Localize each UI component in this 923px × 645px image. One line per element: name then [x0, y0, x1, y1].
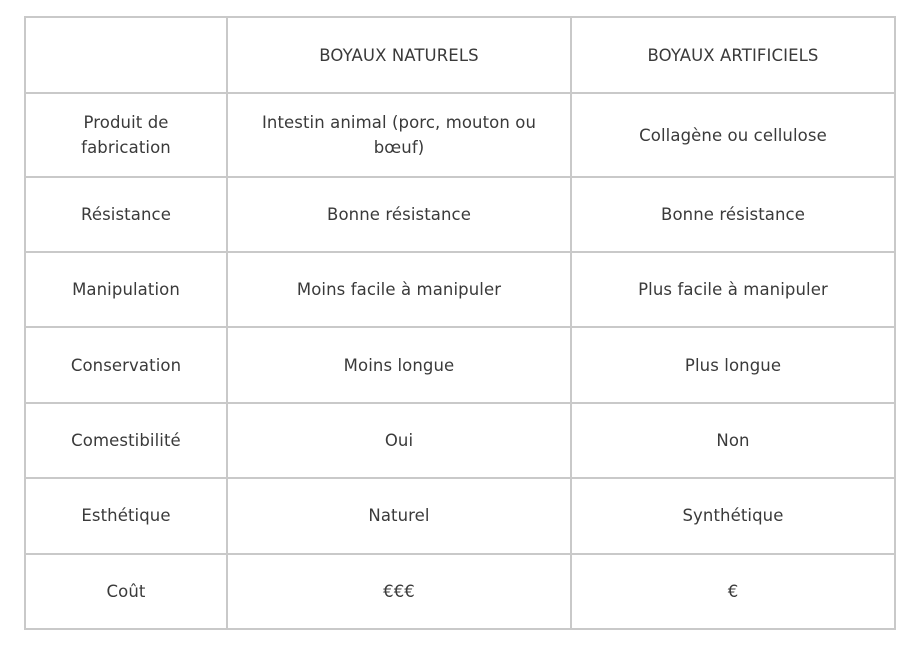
- cell-natural: Intestin animal (porc, mouton ou bœuf): [227, 93, 571, 176]
- table-row: [25, 403, 895, 478]
- row-label: Manipulation: [25, 252, 227, 327]
- row-label: Produit de fabrication: [25, 93, 227, 176]
- cell-natural: Oui: [227, 403, 571, 478]
- row-label: Esthétique: [25, 478, 227, 553]
- cell-artificial: Collagène ou cellulose: [571, 93, 895, 176]
- cell-natural: Moins longue: [227, 327, 571, 402]
- table-row: [25, 478, 895, 553]
- cell-natural: Bonne résistance: [227, 177, 571, 252]
- row-label: Résistance: [25, 177, 227, 252]
- table-row: [25, 177, 895, 252]
- cell-natural: Moins facile à manipuler: [227, 252, 571, 327]
- cell-artificial: Synthétique: [571, 478, 895, 553]
- cell-natural: €€€: [227, 554, 571, 629]
- cell-artificial: Non: [571, 403, 895, 478]
- table-row: [25, 93, 895, 176]
- row-label: Comestibilité: [25, 403, 227, 478]
- cell-artificial: Plus facile à manipuler: [571, 252, 895, 327]
- table-row: [25, 327, 895, 402]
- table-header-row: [25, 17, 895, 93]
- row-label: Coût: [25, 554, 227, 629]
- cell-natural: Naturel: [227, 478, 571, 553]
- table-row: [25, 554, 895, 629]
- cell-artificial: Bonne résistance: [571, 177, 895, 252]
- header-cell-natural: BOYAUX NATURELS: [227, 17, 571, 93]
- header-cell-empty: [25, 17, 227, 93]
- comparison-table: [24, 16, 896, 630]
- cell-artificial: Plus longue: [571, 327, 895, 402]
- row-label: Conservation: [25, 327, 227, 402]
- table-row: [25, 252, 895, 327]
- cell-artificial: €: [571, 554, 895, 629]
- header-cell-artificial: BOYAUX ARTIFICIELS: [571, 17, 895, 93]
